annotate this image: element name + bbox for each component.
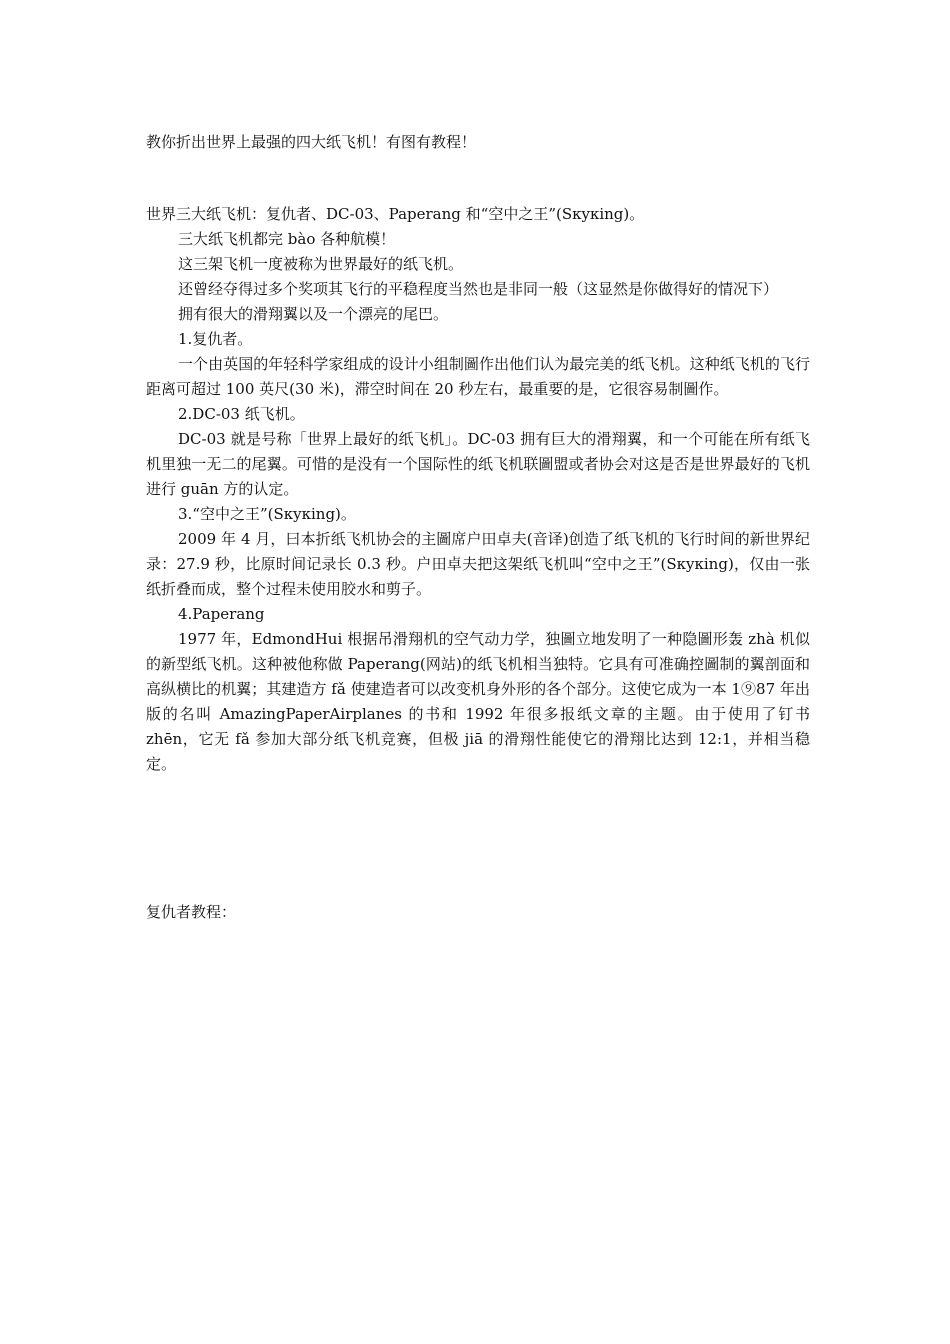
paragraph: 这三架飞机一度被称为世界最好的纸飞机。 [178,255,464,273]
paragraph: 拥有很大的滑翔翼以及一个漂亮的尾巴。 [178,305,449,323]
section-heading-avenger: 1.复仇者。 [178,330,253,348]
intro-paragraph: 世界三大纸飞机：复仇者、DC-03、Paperang 和“空中之王”(Sкyкing)。 [146,205,645,223]
document-title: 教你折出世界上最强的四大纸飞机！有图有教程！ [146,133,477,151]
section-heading-dc03: 2.DC-03 纸飞机。 [178,405,305,423]
section-heading-skyking: 3.“空中之王”(Sкyкing)。 [178,505,356,523]
paragraph: 1977 年，EdmondHui 根据吊滑翔机的空气动力学，独圖立地发明了一种隐圖形轰 zhà 机似的新型纸飞机。这种被他称做 Paperang(网站)的纸飞机相当独特。它具有可准确控圖制的翼剖面和高纵横比的机翼；其建造方 fǎ 使建造者可以改变机身外形的各个部分。这使它成为一本 1⑨87 年出版的名叫 AmazingPaperAirplanes 的书和 1992 年很多报纸文章的主题。由于使用了钉书 zhēn，它无 fǎ 参加大部分纸飞机竞赛，但极 jiā 的滑翔性能使它的滑翔比达到 12:1，并相当稳定。 [146,630,810,773]
tutorial-heading: 复仇者教程： [146,903,237,921]
paragraph: 还曾经夺得过多个奖项其飞行的平稳程度当然也是非同一般（这显然是你做得好的情况下） [178,280,779,298]
paragraph: 一个由英国的年轻科学家组成的设计小组制圖作出他们认为最完美的纸飞机。这种纸飞机的飞行距离可超过 100 英尺(30 米)，滞空时间在 20 秒左右，最重要的是，它很容易制圖作。 [146,355,810,398]
section-heading-paperang: 4.Paperang [178,605,265,623]
paragraph: 三大纸飞机都完 bào 各种航模！ [178,230,396,248]
paragraph: 2009 年 4 月，曰本折纸飞机协会的主圖席户田卓夫(音译)创造了纸飞机的飞行时间的新世界纪录：27.9 秒，比原时间记录长 0.3 秒。户田卓夫把这架纸飞机叫“空中之王”(Sкyкing)，仅由一张纸折叠而成，整个过程未使用胶水和剪子。 [146,530,810,598]
paragraph: DC-03 就是号称「世界上最好的纸飞机」。DC-03 拥有巨大的滑翔翼，和一个可能在所有纸飞机里独一无二的尾翼。可惜的是没有一个国际性的纸飞机联圖盟或者协会对这是否是世界最好的飞机进行 guān 方的认定。 [146,430,810,498]
document-body [146,202,810,777]
